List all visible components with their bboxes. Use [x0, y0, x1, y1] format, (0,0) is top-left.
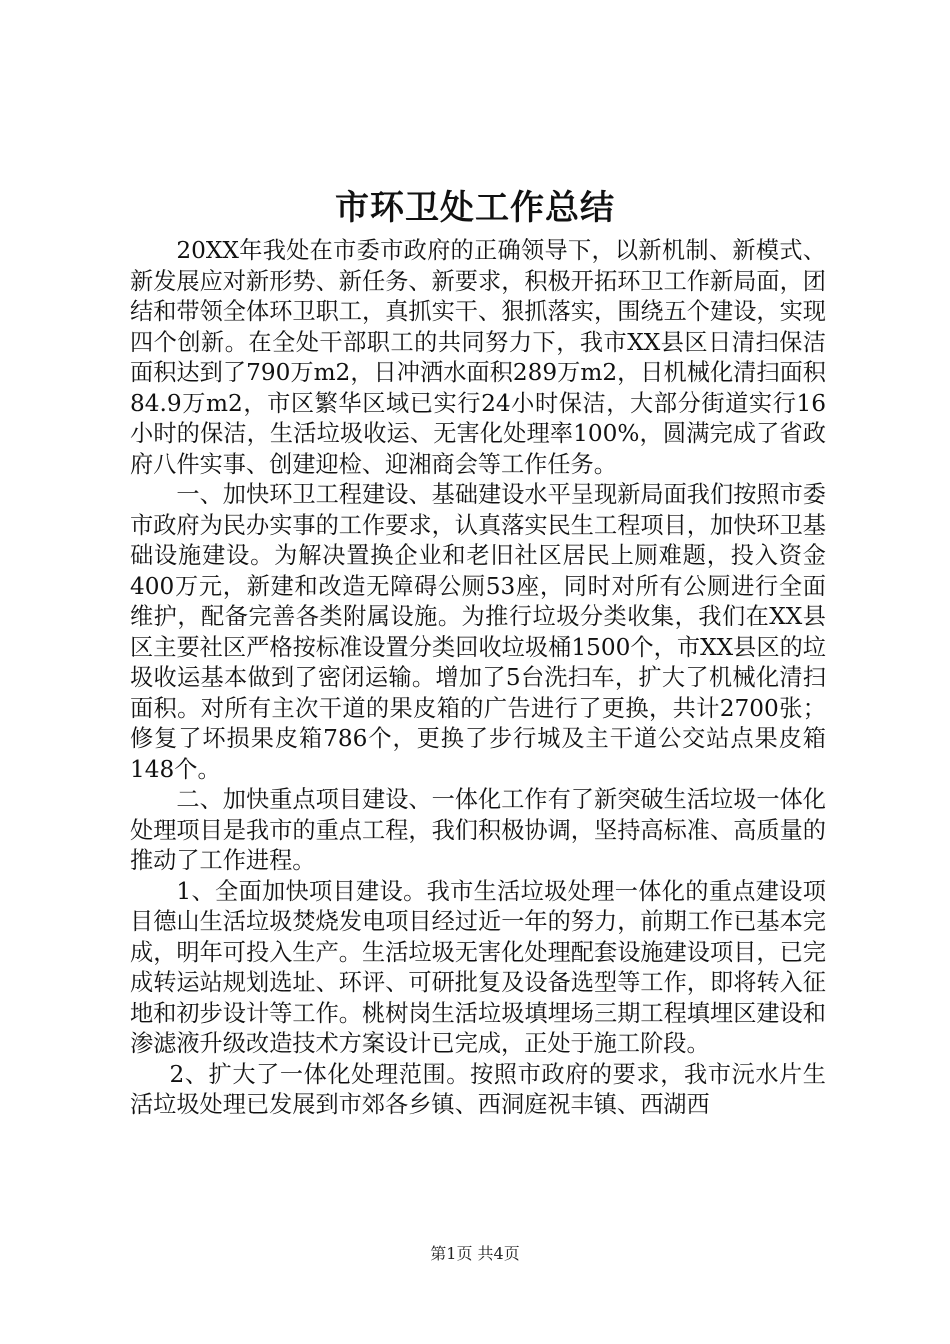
document-title: 市环卫处工作总结	[335, 188, 615, 228]
paragraph-intro: 20XX年我处在市委市政府的正确领导下，以新机制、新模式、新发展应对新形势、新任务、新要求，积极开拓环卫工作新局面，团结和带领全体环卫职工，真抓实干、狠抓落实，围绕五个建设，实现四个创新。在全处干部职工的共同努力下，我市XX县区日清扫保洁面积达到了790万m2，日冲洒水面积289万m2，日机械化清扫面积84.9万m2，市区繁华区域已实行24小时保洁，大部分街道实行16小时的保洁，生活垃圾收运、无害化处理率100%，圆满完成了省政府八件实事、创建迎检、迎湘商会等工作任务。	[130, 237, 826, 478]
page-number-footer: 第1页 共4页	[430, 1244, 520, 1263]
paragraph-item-1: 1、全面加快项目建设。我市生活垃圾处理一体化的重点建设项目德山生活垃圾焚烧发电项目经过近一年的努力，前期工作已基本完成，明年可投入生产。生活垃圾无害化处理配套设施建设项目，已完成转运站规划选址、环评、可研批复及设备选型等工作，即将转入征地和初步设计等工作。桃树岗生活垃圾填埋场三期工程填埋区建设和渗滤液升级改造技术方案设计已完成，正处于施工阶段。	[130, 877, 826, 1057]
paragraph-section-1: 一、加快环卫工程建设、基础建设水平呈现新局面我们按照市委市政府为民办实事的工作要求，认真落实民生工程项目，加快环卫基础设施建设。为解决置换企业和老旧社区居民上厕难题，投入资金400万元，新建和改造无障碍公厕53座，同时对所有公厕进行全面维护，配备完善各类附属设施。为推行垃圾分类收集，我们在XX县区主要社区严格按标准设置分类回收垃圾桶1500个，市XX县区的垃圾收运基本做到了密闭运输。增加了5台洗扫车，扩大了机械化清扫面积。对所有主次干道的果皮箱的广告进行了更换，共计2700张；修复了坏损果皮箱786个，更换了步行城及主干道公交站点果皮箱148个。	[130, 481, 826, 783]
paragraph-item-2: 2、扩大了一体化处理范围。按照市政府的要求，我市沅水片生活垃圾处理已发展到市郊各乡镇、西洞庭祝丰镇、西湖西	[130, 1060, 826, 1118]
document-body	[130, 236, 826, 1121]
paragraph-section-2: 二、加快重点项目建设、一体化工作有了新突破生活垃圾一体化处理项目是我市的重点工程，我们积极协调，坚持高标准、高质量的推动了工作进程。	[130, 786, 826, 874]
